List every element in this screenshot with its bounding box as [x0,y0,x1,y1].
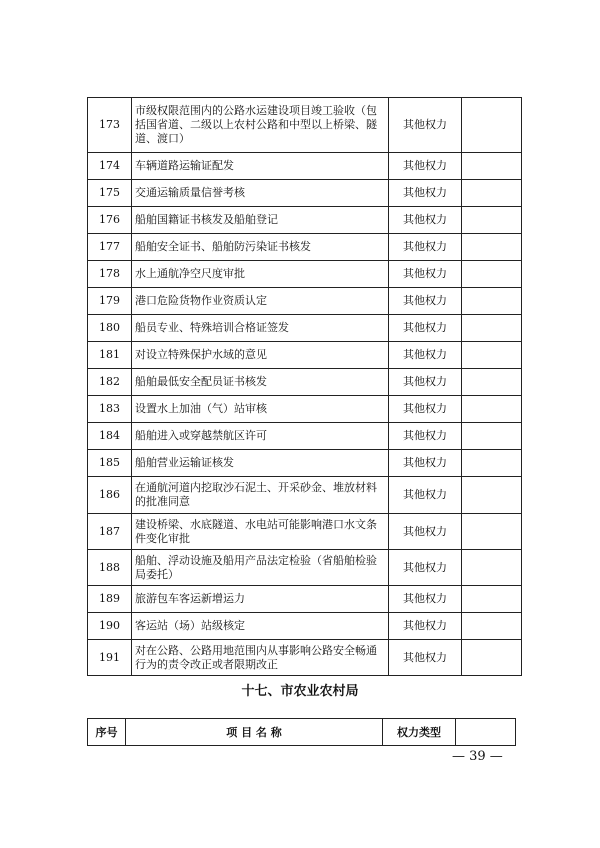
row-number: 178 [88,261,132,288]
row-number: 191 [88,640,132,676]
next-table-header [87,718,516,746]
row-number: 185 [88,450,132,477]
blank-cell [462,315,522,342]
header-number: 序号 [88,719,126,746]
power-type: 其他权力 [389,342,462,369]
item-name: 在通航河道内挖取沙石泥土、开采砂金、堆放材料的批准同意 [132,477,389,514]
power-type: 其他权力 [389,477,462,514]
row-number: 180 [88,315,132,342]
row-number: 183 [88,396,132,423]
header-blank [456,719,516,746]
table-row [88,450,522,477]
blank-cell [462,288,522,315]
table-row [88,342,522,369]
table-row [88,207,522,234]
power-type: 其他权力 [389,153,462,180]
table-row [88,477,522,514]
table-row [88,423,522,450]
row-number: 187 [88,514,132,550]
row-number: 175 [88,180,132,207]
row-number: 189 [88,586,132,613]
power-type: 其他权力 [389,234,462,261]
table-row [88,234,522,261]
header-row [88,719,516,746]
blank-cell [462,342,522,369]
power-type: 其他权力 [389,613,462,640]
row-number: 184 [88,423,132,450]
blank-cell [462,98,522,153]
row-number: 182 [88,369,132,396]
blank-cell [462,261,522,288]
blank-cell [462,586,522,613]
blank-cell [462,450,522,477]
item-name: 船舶营业运输证核发 [132,450,389,477]
row-number: 188 [88,550,132,586]
table-row [88,550,522,586]
table-row [88,613,522,640]
blank-cell [462,180,522,207]
table-row [88,514,522,550]
item-name: 旅游包车客运新增运力 [132,586,389,613]
power-type: 其他权力 [389,586,462,613]
blank-cell [462,207,522,234]
item-name: 港口危险货物作业资质认定 [132,288,389,315]
item-name: 船舶国籍证书核发及船舶登记 [132,207,389,234]
table-row [88,98,522,153]
blank-cell [462,613,522,640]
blank-cell [462,396,522,423]
table-row [88,396,522,423]
row-number: 176 [88,207,132,234]
power-type: 其他权力 [389,396,462,423]
blank-cell [462,640,522,676]
table-row [88,640,522,676]
power-list-table [87,97,522,676]
table-row [88,180,522,207]
item-name: 船员专业、特殊培训合格证签发 [132,315,389,342]
power-type: 其他权力 [389,550,462,586]
item-name: 船舶、浮动设施及船用产品法定检验（省船舶检验局委托） [132,550,389,586]
blank-cell [462,153,522,180]
header-item-name: 项 目 名 称 [126,719,383,746]
item-name: 车辆道路运输证配发 [132,153,389,180]
row-number: 174 [88,153,132,180]
power-type: 其他权力 [389,288,462,315]
power-type: 其他权力 [389,423,462,450]
power-type: 其他权力 [389,369,462,396]
table-row [88,288,522,315]
item-name: 船舶进入或穿越禁航区许可 [132,423,389,450]
power-type: 其他权力 [389,514,462,550]
item-name: 对在公路、公路用地范围内从事影响公路安全畅通行为的责令改正或者限期改正 [132,640,389,676]
item-name: 船舶安全证书、船舶防污染证书核发 [132,234,389,261]
table-row [88,369,522,396]
blank-cell [462,477,522,514]
row-number: 181 [88,342,132,369]
row-number: 173 [88,98,132,153]
item-name: 水上通航净空尺度审批 [132,261,389,288]
item-name: 建设桥梁、水底隧道、水电站可能影响港口水文条件变化审批 [132,514,389,550]
power-type: 其他权力 [389,315,462,342]
item-name: 设置水上加油（气）站审核 [132,396,389,423]
blank-cell [462,514,522,550]
power-list-body [88,98,522,676]
row-number: 179 [88,288,132,315]
header-power-type: 权力类型 [383,719,456,746]
power-type: 其他权力 [389,640,462,676]
table-row [88,586,522,613]
power-type: 其他权力 [389,450,462,477]
row-number: 186 [88,477,132,514]
blank-cell [462,550,522,586]
power-type: 其他权力 [389,180,462,207]
power-type: 其他权力 [389,98,462,153]
item-name: 客运站（场）站级核定 [132,613,389,640]
table-row [88,315,522,342]
item-name: 船舶最低安全配员证书核发 [132,369,389,396]
blank-cell [462,234,522,261]
row-number: 177 [88,234,132,261]
table-row [88,153,522,180]
blank-cell [462,369,522,396]
table-row [88,261,522,288]
section-title: 十七、市农业农村局 [241,684,359,699]
item-name: 市级权限范围内的公路水运建设项目竣工验收（包括国省道、二级以上农村公路和中型以上桥梁、隧道、渡口） [132,98,389,153]
page-number: — 39 — [452,749,503,764]
item-name: 交通运输质量信誉考核 [132,180,389,207]
power-type: 其他权力 [389,261,462,288]
blank-cell [462,423,522,450]
power-type: 其他权力 [389,207,462,234]
row-number: 190 [88,613,132,640]
item-name: 对设立特殊保护水域的意见 [132,342,389,369]
